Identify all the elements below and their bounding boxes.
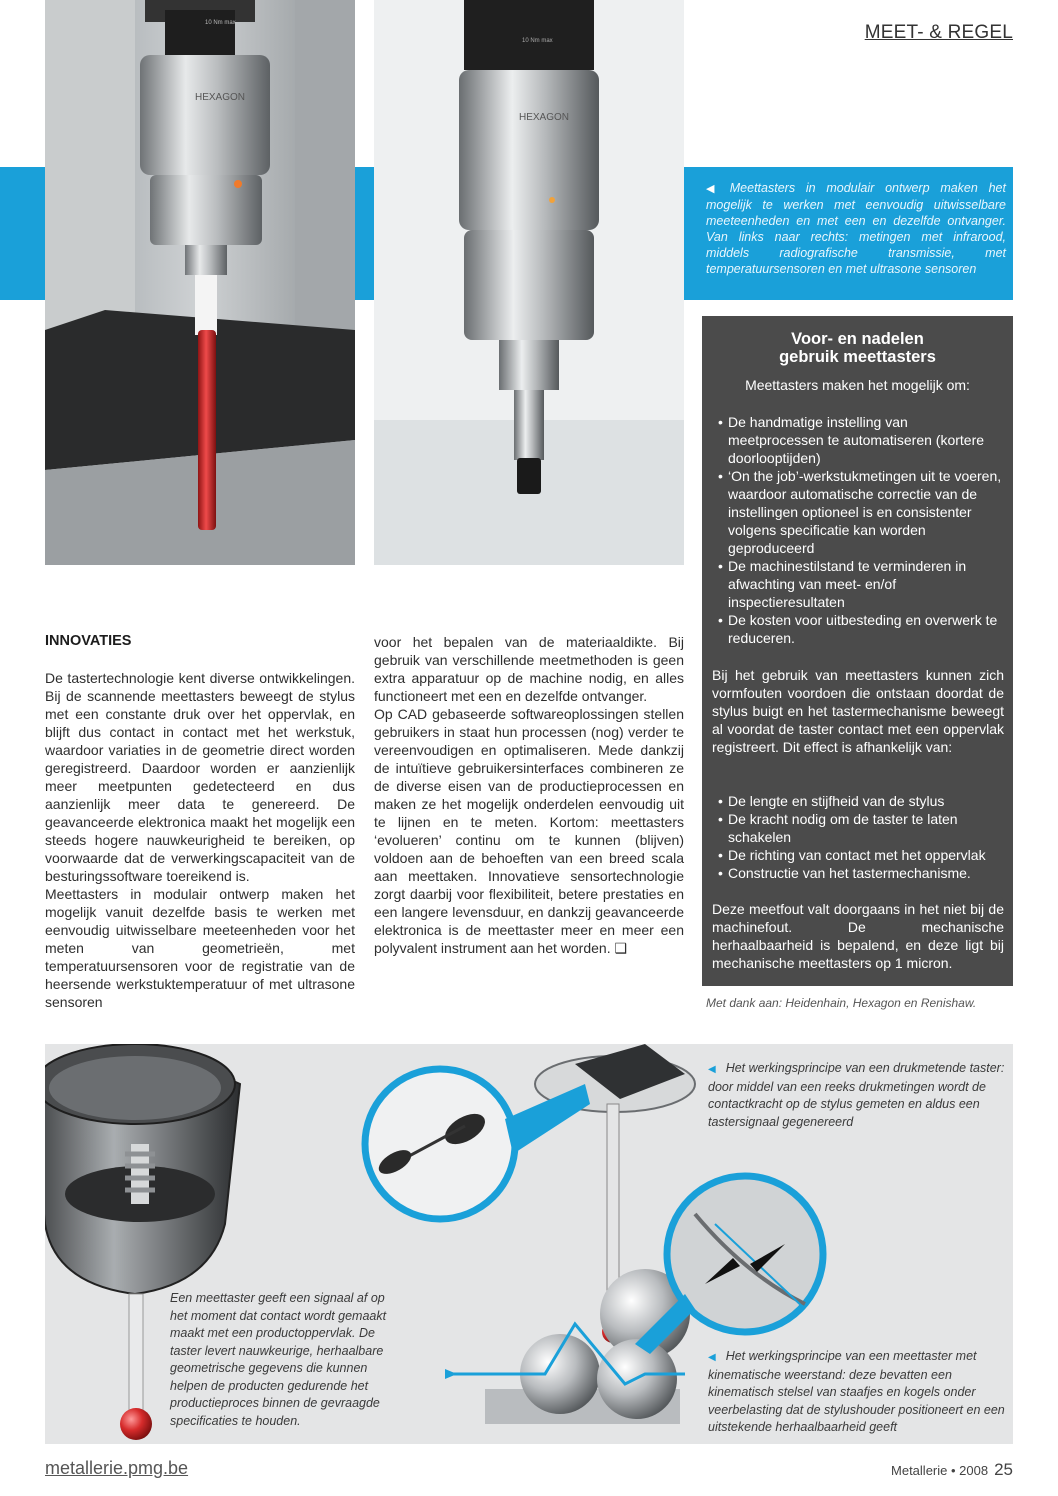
credit-line: Met dank aan: Heidenhain, Hexagon en Renishaw. (706, 996, 977, 1010)
list-item: • Constructie van het tastermechanisme. (714, 864, 1004, 882)
photo-caption-text: Meettasters in modulair ontwerp maken het mogelijk te werken met eenvoudig uitwisselbare meeteenheden en met een en dezelfde ontvanger. Van links naar rechts: metingen met infrarood, middels radiografische transmissie, met temperatuursensoren en met ultrasone sensoren (706, 181, 1006, 276)
box-title-line1: Voor- en nadelen (791, 330, 924, 348)
photo-caption (706, 180, 1006, 277)
box-para1-wrap (712, 666, 1004, 756)
probe-middle-illustration (374, 0, 684, 565)
list-item: • De kracht nodig om de taster te laten schakelen (714, 810, 1004, 846)
box-paragraph: Bij het gebruik van meettasters kunnen zich vormfouten voordoen die ontstaan doordat de stylus buigt en het tastermechanisme beweegt al voordat de taster contact met een oppervlak registreert. Dit effect is afhankelijk van: (712, 667, 1004, 755)
article-paragraph-text: Op CAD gebaseerde softwareoplossingen stellen gebruikers in staat hun processen (nog) verder te vereenvoudigen en optimaliseren. Mede dankzij de intuïtieve gebruikersinterfaces combineren ze de diverse eisen van de productieprocessen en maken ze het mogelijk onderdelen eenvoudig uit te lijnen en te meten. Kortom: meettasters ‘evolueren’ continu om te kunnen (blijven) voldoen aan de behoeften van een breed scala aan meettaken. Innovatieve sensortechnologie zorgt daarbij voor flexibiliteit, betere prestaties en een langere levensduur, en dankzij geavanceerde elektronica is de meettaster meer en meer een polyvalent instrument aan het worden. (374, 706, 684, 956)
article-column-1 (45, 669, 355, 1011)
article-paragraph (374, 705, 684, 957)
list-item: • De richting van contact met het oppervlak (714, 846, 1004, 864)
svg-text:10 Nm max: 10 Nm max (205, 20, 236, 26)
list-item: • De handmatige instelling van meetprocessen te automatiseren (kortere doorlooptijden) (714, 413, 1004, 467)
photo-probe-infrared (45, 0, 355, 565)
article-paragraph: voor het bepalen van de materiaaldikte. Bij gebruik van verschillende meetmethoden is geen extra apparatuur op de machine nodig, en alles functioneert met een en dezelfde ontvanger. (374, 634, 684, 704)
article-column-2 (374, 633, 684, 957)
probe-left-illustration (45, 0, 355, 565)
footer-issue-text: Metallerie • 2008 (891, 1463, 989, 1478)
caption-pointer-icon: ◀ (708, 1064, 716, 1075)
diagram-caption-bottom-text: Het werkingsprincipe van een meettaster met kinematische weerstand: deze bevatten een kinematisch stelsel van staafjes en kogels onder veerbelasting dat de stylushouder positioneert en een uitstekende herhaalbaarheid geeft (708, 1349, 1005, 1434)
accent-band-middle (355, 167, 374, 300)
box-title-line2: gebruik meettasters (779, 348, 936, 366)
photo-probe-radio (374, 0, 684, 565)
article-heading: INNOVATIES (45, 633, 132, 649)
caption-pointer-icon: ◀ (708, 1352, 716, 1363)
list-item: • De lengte en stijfheid van de stylus (714, 792, 1004, 810)
end-mark-icon: ❑ (614, 940, 628, 956)
section-label: MEET- & REGEL (864, 22, 1013, 43)
box-list-advantages (714, 413, 1004, 647)
pros-cons-box (702, 316, 1013, 986)
list-item: • De machinestilstand te verminderen in afwachting van meet- en/of inspectieresultaten (714, 557, 1004, 611)
box-list-factors (714, 792, 1004, 882)
caption-pointer-icon: ◀ (706, 183, 722, 195)
box-intro: Meettasters maken het mogelijk om: (745, 377, 970, 393)
box-title (702, 330, 1013, 366)
box-para2-wrap (712, 900, 1004, 972)
diagram-caption-bottom (708, 1348, 1010, 1437)
hexagon-brand-left: HEXAGON (195, 92, 246, 103)
diagram-caption-top (708, 1060, 1010, 1131)
box-paragraph: Deze meetfout valt doorgaans in het niet bij de machinefout. De mechanische herhaalbaarheid is bepalend, en deze ligt bij mechanische meettasters op 1 micron. (712, 901, 1004, 971)
page-number: 25 (994, 1460, 1013, 1479)
list-item: • De kosten voor uitbesteding en overwerk te reduceren. (714, 611, 1004, 647)
article-paragraph: Meettasters in modulair ontwerp maken het mogelijk vanuit dezelfde basis te werken met eenvoudig uitwisselbare meeteenheden voor het meten van geometrieën, met temperatuursensoren voor de registratie van de heersende werkstuktemperatuur of met ultrasone sensoren (45, 886, 355, 1010)
diagram-caption-top-text: Het werkingsprincipe van een drukmetende taster: door middel van een reeks drukmetingen wordt de contactkracht op de stylus gemeten en aldus een tastersignaal gegenereerd (708, 1061, 1005, 1129)
footer-issue (891, 1460, 1013, 1480)
svg-text:10 Nm max: 10 Nm max (522, 38, 553, 44)
hexagon-brand-right: HEXAGON (519, 112, 570, 123)
footer-site-link[interactable]: metallerie.pmg.be (45, 1458, 189, 1478)
list-item: • ‘On the job’-werkstukmetingen uit te voeren, waardoor automatische correctie van de instellingen optioneel is en consistenter volgens specificatie kan worden geproduceerd (714, 467, 1004, 557)
diagram-caption-left: Een meettaster geeft een signaal af op het moment dat contact wordt gemaakt maakt met een productoppervlak. De taster levert nauwkeurige, herhaalbare geometrische gegevens die kunnen helpen de producten gedurende het productieproces binnen de gevraagde specificaties te houden. (170, 1291, 387, 1428)
accent-band-left (0, 167, 45, 300)
article-paragraph: De tastertechnologie kent diverse ontwikkelingen. Bij de scannende meettasters beweegt de stylus met een constante druk over het oppervlak, en blijft dus contact in contact met het werkstuk, waardoor variaties in de geometrie direct worden geregistreerd. Daardoor worden er aanzienlijk meer meetpunten gedetecteerd en dus aanzienlijk meer data te genereerd. De geavanceerde elektronica maakt het mogelijk een steeds hogere nauwkeurigheid te bereiken, op voorwaarde dat de verwerkingscapaciteit van de besturingssoftware toereikend is. (45, 670, 355, 884)
